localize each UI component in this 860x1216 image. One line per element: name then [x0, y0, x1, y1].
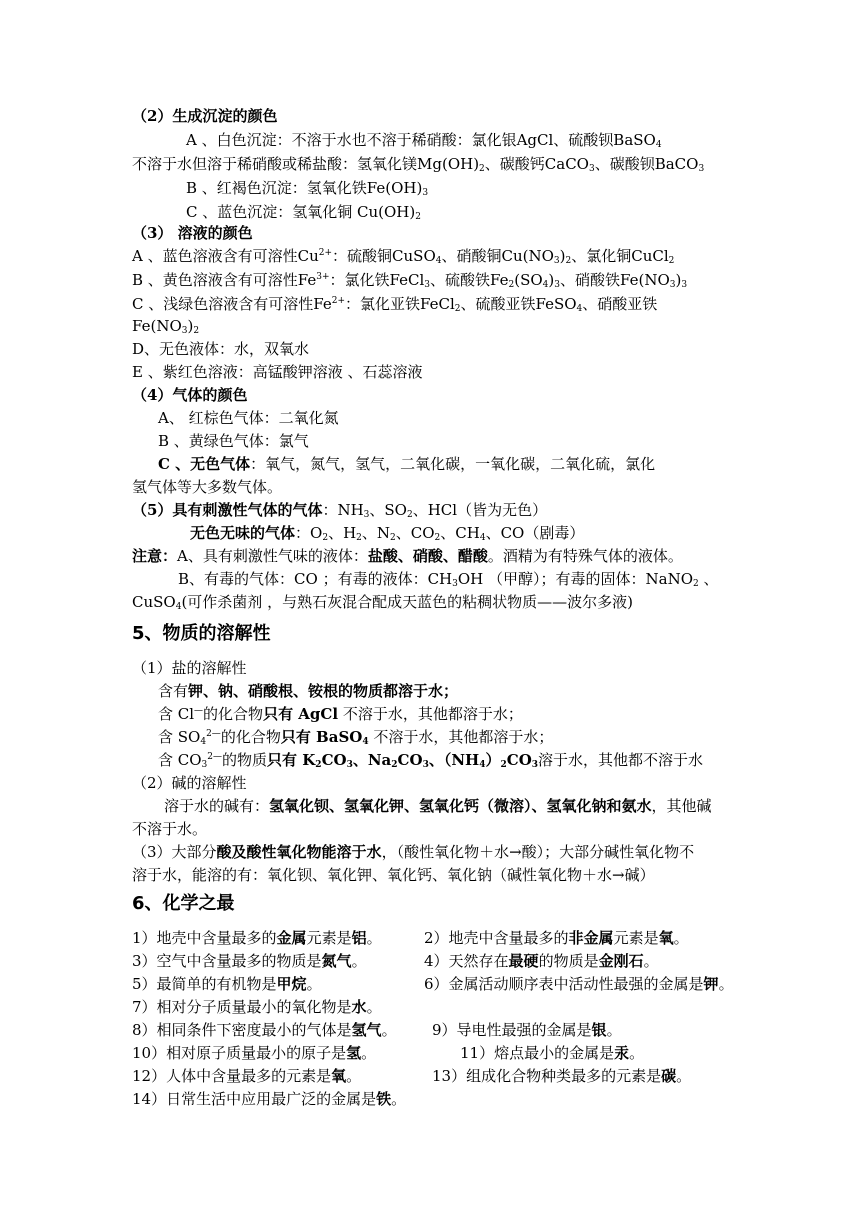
superlative-4: 4）天然存在最硬的物质是金刚石。	[424, 952, 659, 970]
salt-rule-carbonate: 含 $CO_3^{2—}$的物质只有 $K_2CO_3$、$Na_2CO_3$、$(NH_4)_2CO_3$溶于水，其他都不溶于水	[158, 751, 704, 770]
note-line-b-cont: CuSO$_4$(可作杀菌剂 ，与熟石灰混合配成天蓝色的粘稠状物质——波尔多液)	[132, 593, 633, 612]
purple-solution-line: E 、紫红色溶液：高锰酸钾溶液 、石蕊溶液	[132, 363, 423, 381]
heading-precipitate-colors: （2）生成沉淀的颜色	[132, 107, 278, 125]
salt-solubility-heading: （1）盐的溶解性	[132, 659, 247, 677]
section-solubility-title: 5、物质的溶解性	[132, 623, 271, 644]
base-solubility-line-cont: 不溶于水。	[132, 820, 208, 838]
odorless-gas-line: 无色无味的气体：$O_2$、$H_2$、$N_2$、$CO_2$、$CH_4$、CO（剧毒）	[190, 524, 585, 543]
blue-solution-line: A 、蓝色溶液含有可溶性$Cu^{2+}$：硫酸铜CuSO$_4$、硝酸铜$Cu(NO_3)_2$、氯化铜CuCl$_2$	[132, 247, 675, 266]
oxide-solubility-line: （3）大部分酸及酸性氧化物能溶于水，（酸性氧化物＋水→酸）；大部分碱性氧化物不	[132, 843, 695, 861]
heading-gas-colors: （4）气体的颜色	[132, 386, 248, 404]
superlative-9: 9）导电性最强的金属是银。	[432, 1021, 622, 1039]
superlative-3: 3）空气中含量最多的物质是氮气。	[132, 952, 367, 970]
red-brown-precipitate-line: B 、红褐色沉淀：氢氧化铁$Fe(OH)_3$	[186, 179, 429, 198]
oxide-solubility-line-cont: 溶于水，能溶的有：氧化钡、氧化钾、氧化钙、氧化钠（碱性氧化物＋水→碱）	[132, 866, 655, 884]
colorless-liquid-line: D、无色液体：水，双氧水	[132, 340, 310, 358]
red-brown-gas-line: A、 红棕色气体：二氧化氮	[158, 409, 339, 427]
light-green-solution-line: C 、浅绿色溶液含有可溶性$Fe^{2+}$：氯化亚铁FeCl$_2$、硫酸亚铁FeSO$_4$、硝酸亚铁	[132, 295, 658, 314]
note-line-b: B、有毒的气体：CO ；有毒的液体：$CH_3OH$ （甲醇）；有毒的固体：NaNO$_2$ 、	[178, 570, 719, 589]
base-solubility-line: 溶于水的碱有：氢氧化钡、氢氧化钾、氢氧化钙（微溶）、氢氧化钠和氨水，其他碱	[164, 797, 712, 815]
colorless-gas-line: C 、无色气体：氧气，氮气，氢气，二氧化碳，一氧化碳，二氧化硫，氯化	[158, 455, 656, 473]
white-precipitate-line: A 、白色沉淀：不溶于水也不溶于稀硝酸：氯化银AgCl、硫酸钡BaSO$_4$	[186, 131, 662, 150]
superlative-8: 8）相同条件下密度最小的气体是氢气。	[132, 1021, 397, 1039]
superlative-13: 13）组成化合物种类最多的元素是碳。	[432, 1067, 692, 1085]
superlative-12: 12）人体中含量最多的元素是氧。	[132, 1067, 362, 1085]
colorless-gas-line-cont: 氢气体等大多数气体。	[132, 478, 283, 496]
superlative-10: 10）相对原子质量最小的原子是氢。	[132, 1044, 377, 1062]
blue-precipitate-line: C 、蓝色沉淀：氢氧化铜 $Cu(OH)_2$	[186, 203, 421, 222]
yellow-green-gas-line: B 、黄绿色气体：氯气	[158, 432, 309, 450]
superlative-1: 1）地壳中含量最多的金属元素是铝。	[132, 929, 382, 947]
salt-rule-1: 含有钾、钠、硝酸根、铵根的物质都溶于水；	[158, 682, 459, 700]
superlative-11: 11）熔点最小的金属是汞。	[460, 1044, 645, 1062]
yellow-solution-line: B 、黄色溶液含有可溶性$Fe^{3+}$：氯化铁FeCl$_3$、硫酸铁$Fe_2(SO_4)_3$、硝酸铁$Fe(NO_3)_3$	[132, 271, 688, 290]
salt-rule-sulfate: 含 $SO_4^{2—}$的化合物只有 BaSO$_4$ 不溶于水，其他都溶于水；	[158, 728, 554, 747]
superlative-2: 2）地壳中含量最多的非金属元素是氧。	[424, 929, 689, 947]
superlative-14: 14）日常生活中应用最广泛的金属是铁。	[132, 1090, 407, 1108]
irritating-gas-line: （5）具有刺激性气体的气体：$NH_3$、$SO_2$、HCl（皆为无色）	[132, 501, 548, 520]
superlative-5: 5）最简单的有机物是甲烷。	[132, 975, 322, 993]
superlative-6: 6）金属活动顺序表中活动性最强的金属是钾。	[424, 975, 734, 993]
light-green-solution-line-cont: $Fe(NO_3)_2$	[132, 317, 200, 336]
superlative-7: 7）相对分子质量最小的氧化物是水。	[132, 998, 382, 1016]
salt-rule-chloride: 含 Cl—的化合物只有 AgCl 不溶于水，其他都溶于水；	[158, 705, 523, 723]
note-line-a: 注意：A、具有刺激性气味的液体：盐酸、硝酸、醋酸。酒精为有特殊气体的液体。	[132, 547, 683, 565]
acid-soluble-precipitate-line: 不溶于水但溶于稀硝酸或稀盐酸：氢氧化镁$Mg(OH)_2$、碳酸钙CaCO$_3$、碳酸钡BaCO$_3$	[132, 155, 705, 174]
base-solubility-heading: （2）碱的溶解性	[132, 774, 247, 792]
heading-solution-colors: （3） 溶液的颜色	[132, 224, 253, 242]
section-superlatives-title: 6、化学之最	[132, 893, 235, 914]
